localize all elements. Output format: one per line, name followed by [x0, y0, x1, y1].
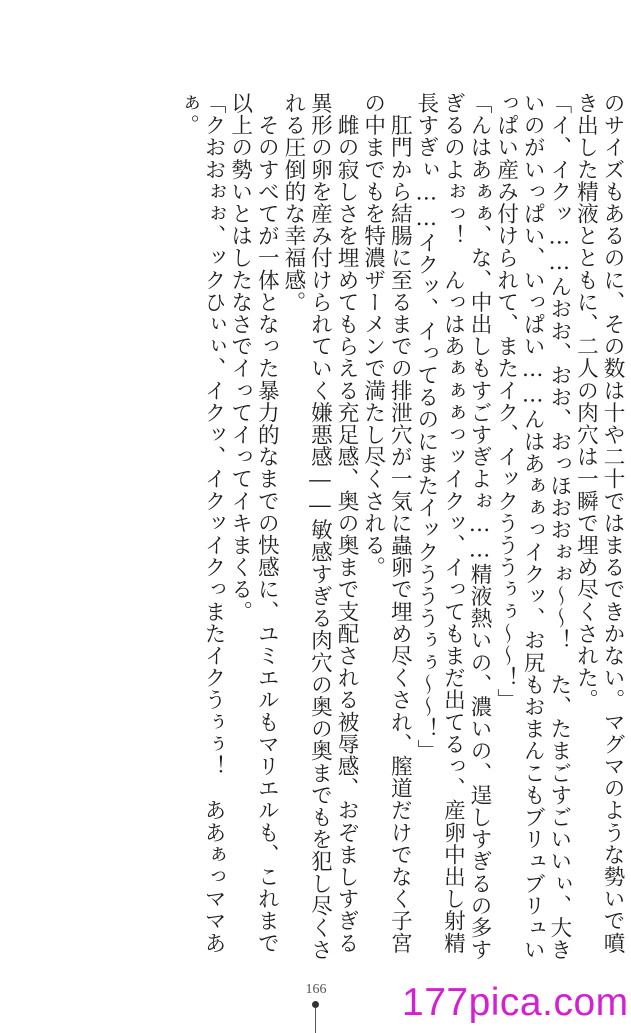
paragraph: 「んはあぁぁ、な、中出しもすごすぎよぉ……精液熱いの、濃いの、逞しすぎるの多すぎるのよぉっ！ んっはあぁぁぁっッイクッ、イってもまだ出てるっ、産卵中出し射精長すぎぃ……イクッ、イってるのにまたイックうううぅぅ～～！」 — [413, 92, 493, 961]
page-marker-dot — [312, 1001, 319, 1008]
paragraph: そのすべてが一体となった暴力的なまでの快感に、ユミエルもマリエルも、これまで以上の勢いとはしたなさでイってイってイキまくる。 — [227, 92, 280, 954]
page-number: 166 — [305, 982, 327, 997]
body-text — [25, 92, 625, 972]
paragraph: 「クおおぉぉ、ックひぃぃ、イクッ、イクッイクっまたイクうぅぅ！ ああぁっママあぁ。 — [174, 92, 227, 954]
paragraph: 雌の寂しさを埋めてもらえる充足感、奥の奥まで支配される被辱感、おぞましすぎる異形の卵を産み付けられていく嫌悪感――敏感すぎる肉穴の奥の奥までもを犯し尽くされる圧倒的な幸福感。 — [280, 92, 360, 961]
watermark-text: 177pica.com — [402, 981, 629, 1024]
page-marker-line — [315, 1008, 316, 1033]
paragraph: のサイズもあるのに、その数は十や二十ではまるできかない。マグマのような勢いで噴き出した精液とともに、二人の肉穴は一瞬で埋め尽くされた。 — [573, 92, 625, 954]
paragraph: 「イ、イクッ……んおお、おお、おっほおおぉぉ～～！ た、たまごすごいいぃ、大きいのがいっぱい、いっぱい……んはあぁぁっイクッ、お尻もおまんこもブリュブリュいっぱい産み付けられて、またイク、イックうううぅぅ～～！」 — [493, 92, 572, 961]
paragraph: 肛門から結腸に至るまでの排泄穴が一気に蟲卵で埋め尽くされ、膣道だけでなく子宮の中までもを特濃ザーメンで満たし尽くされる。 — [360, 92, 413, 954]
